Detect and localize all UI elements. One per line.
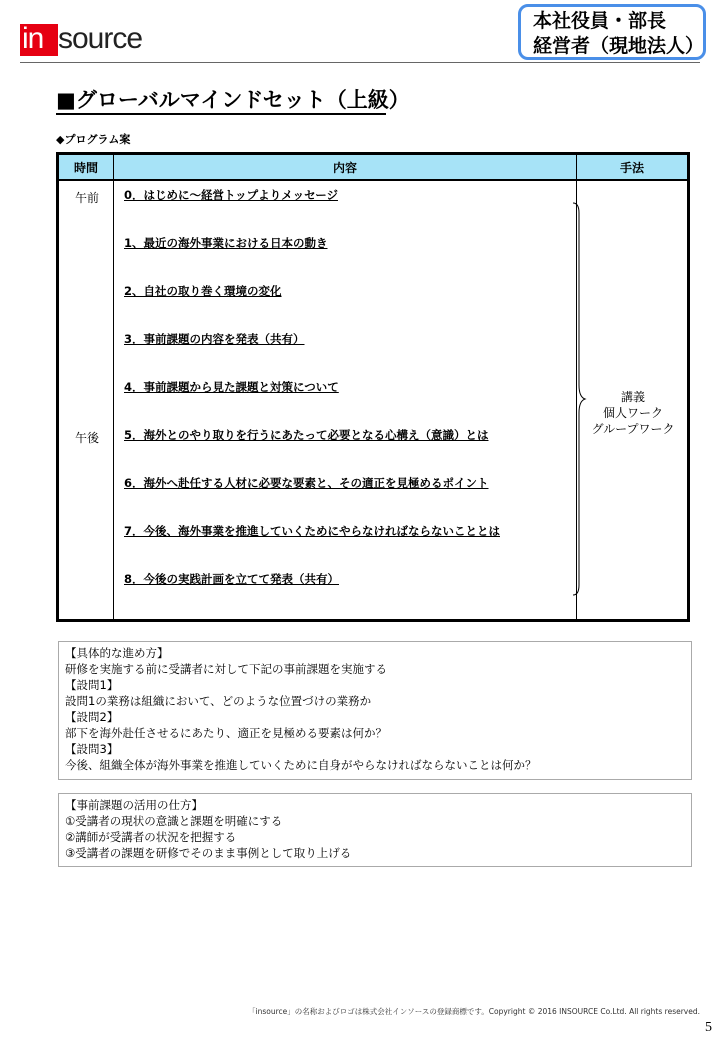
insource-logo	[20, 18, 150, 58]
note-line: ③受講者の課題を研修でそのまま事例として取り上げる	[65, 846, 352, 860]
time-afternoon: 午後	[74, 431, 99, 445]
title-underline	[56, 113, 386, 115]
procedure-note-box	[58, 641, 692, 780]
method-group-work: グループワーク	[591, 422, 675, 436]
note-line: 設問1の業務は組織において、どのような位置づけの業務か	[65, 694, 372, 708]
note-line: ①受講者の現状の意識と課題を明確にする	[65, 814, 283, 828]
program-item: 4．事前課題から見た課題と対策について	[124, 380, 339, 394]
program-item: 0．はじめに～経営トップよりメッセージ	[124, 188, 338, 202]
method-cell	[577, 180, 689, 621]
program-item: 5．海外とのやり取りを行うにあたって必要となる心構え（意識）とは	[124, 428, 489, 442]
header-time: 時間	[58, 154, 114, 181]
target-audience-box	[518, 4, 706, 60]
program-item: 6．海外へ赴任する人材に必要な要素と、その適正を見極めるポイント	[124, 476, 489, 490]
note-line: ②講師が受講者の状況を把握する	[65, 830, 237, 844]
page-title: ■グローバルマインドセット（上級）	[56, 88, 410, 112]
program-label: ◆プログラム案	[56, 133, 131, 146]
note-line: 【設問3】	[65, 742, 119, 756]
time-morning: 午前	[74, 191, 99, 205]
program-item: 8．今後の実践計画を立てて発表（共有）	[124, 572, 339, 586]
note-line: 【事前課題の活用の仕方】	[65, 798, 203, 812]
header-divider	[20, 62, 700, 63]
program-item: 1、最近の海外事業における日本の動き	[124, 236, 328, 250]
method-individual-work: 個人ワーク	[602, 406, 663, 420]
page-number: 5	[705, 1020, 712, 1035]
note-line: 【設問2】	[65, 710, 119, 724]
note-line: 【具体的な進め方】	[65, 646, 169, 660]
note-line: 部下を海外赴任させるにあたり、適正を見極める要素は何か？	[65, 726, 387, 740]
note-line: 【設問1】	[65, 678, 119, 692]
table-body-row	[58, 180, 689, 621]
logo-wordmark: source	[58, 22, 143, 55]
target-line-1: 本社役員・部長	[533, 10, 667, 32]
assignment-usage-box	[58, 793, 692, 867]
method-list	[577, 389, 689, 437]
time-cell	[58, 180, 114, 621]
program-item: 7．今後、海外事業を推進していくためにやらなければならないこととは	[124, 524, 500, 538]
note-line: 今後、組織全体が海外事業を推進していくために自身がやらなければならないことは何か？	[65, 758, 537, 772]
header-content: 内容	[114, 154, 577, 181]
content-cell	[114, 180, 577, 621]
program-item: 3．事前課題の内容を発表（共有）	[124, 332, 305, 346]
copyright-notice: 「insource」の名称およびロゴは株式会社インソースの登録商標です。Copyright © 2016 INSOURCE Co.Ltd. All rights reserved.	[248, 1007, 700, 1016]
logo-in-mark: in	[20, 24, 58, 56]
program-item: 2、自社の取り巻く環境の変化	[124, 284, 282, 298]
table-header-row	[58, 154, 689, 181]
program-item-list	[114, 181, 576, 619]
target-line-2: 経営者（現地法人）	[533, 35, 705, 57]
note-line: 研修を実施する前に受講者に対して下記の事前課題を実施する	[65, 662, 387, 676]
header-method: 手法	[577, 154, 689, 181]
method-lecture: 講義	[620, 390, 645, 404]
program-table	[56, 152, 690, 622]
